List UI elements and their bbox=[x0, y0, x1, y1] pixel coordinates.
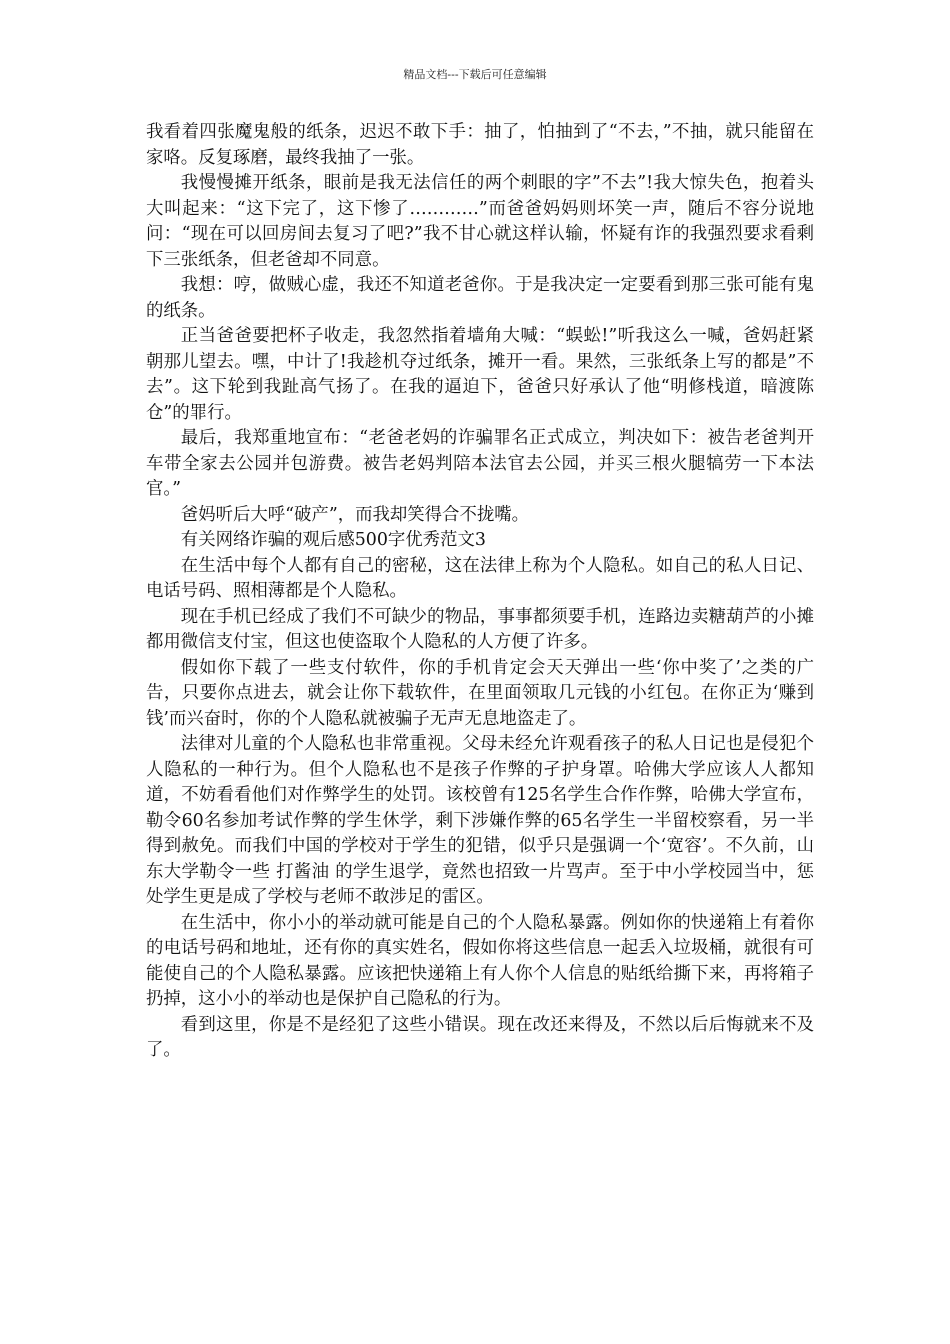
paragraph: 在生活中，你小小的举动就可能是自己的个人隐私暴露。例如你的快递箱上有着你的电话号码和地址，还有你的真实姓名，假如你将这些信息一起丢入垃圾桶，就很有可能使自己的个人隐私暴露。应该把快递箱上有人你个人信息的贴纸给撕下来，再将箱子扔掉，这小小的举动也是保护自己隐私的行为。 bbox=[146, 912, 814, 1009]
document-body bbox=[146, 120, 814, 1064]
paragraph: 在生活中每个人都有自己的密秘，这在法律上称为个人隐私。如自己的私人日记、电话号码、照相薄都是个人隐私。 bbox=[146, 555, 814, 601]
paragraph: 爸妈听后大呼“破产”，而我却笑得合不拢嘴。 bbox=[180, 504, 530, 525]
paragraph: 法律对儿童的个人隐私也非常重视。父母未经允许观看孩子的私人日记也是侵犯个人隐私的一种行为。但个人隐私也不是孩子作弊的孑护身罩。哈佛大学应该人人都知道，不妨看看他们对作弊学生的处罚。该校曾有125名学生合作作弊，哈佛大学宣布，勒令60名参加考试作弊的学生休学，剩下涉嫌作弊的65名学生一半留校察看，另一半得到赦免。而我们中国的学校对于学生的犯错，似乎只是强调一个‘宽容’。不久前，山东大学勒令一些 打酱油 的学生退学，竟然也招致一片骂声。至于中小学校园当中，惩处学生更是成了学校与老师不敢涉足的雷区。 bbox=[146, 734, 814, 907]
paragraph: 我看着四张魔鬼般的纸条，迟迟不敢下手：抽了，怕抽到了“不去，”不抽，就只能留在家咯。反复琢磨，最终我抽了一张。 bbox=[146, 122, 814, 168]
paragraph: 看到这里，你是不是经犯了这些小错误。现在改还来得及，不然以后后悔就来不及了。 bbox=[146, 1014, 814, 1060]
section-heading: 有关网络诈骗的观后感500字优秀范文3 bbox=[180, 530, 486, 550]
page-header: 精品文档---下载后可任意编辑 bbox=[403, 68, 547, 81]
paragraph: 假如你下载了一些支付软件，你的手机肯定会天天弹出一些‘你中奖了’之类的广告，只要你点进去，就会让你下载软件，在里面领取几元钱的小红包。在你正为‘赚到钱’而兴奋时，你的个人隐私就被骗子无声无息地盗走了。 bbox=[146, 657, 814, 729]
paragraph: 最后，我郑重地宣布：“老爸老妈的诈骗罪名正式成立，判决如下：被告老爸判开车带全家去公园并包游费。被告老妈判陪本法官去公园，并买三根火腿犒劳一下本法官。” bbox=[146, 428, 814, 499]
paragraph: 正当爸爸要把杯子收走，我忽然指着墙角大喊：“蜈蚣!”听我这么一喊，爸妈赶紧朝那儿望去。嘿，中计了!我趁机夺过纸条，摊开一看。果然，三张纸条上写的都是”不去”。这下轮到我趾高气扬了。在我的逼迫下，爸爸只好承认了他“明修栈道，暗渡陈仓”的罪行。 bbox=[146, 326, 814, 423]
paragraph: 我想：哼，做贼心虚，我还不知道老爸你。于是我决定一定要看到那三张可能有鬼的纸条。 bbox=[146, 275, 814, 321]
paragraph: 我慢慢摊开纸条，眼前是我无法信任的两个刺眼的字”不去”!我大惊失色，抱着头大叫起来：“这下完了，这下惨了…………”而爸爸妈妈则坏笑一声，随后不容分说地问：“现在可以回房间去复习了吧?”我不甘心就这样认输，怀疑有诈的我强烈要求看剩下三张纸条，但老爸却不同意。 bbox=[146, 173, 814, 270]
paragraph: 现在手机已经成了我们不可缺少的物品，事事都须要手机，连路边卖糖葫芦的小摊都用微信支付宝，但这也使盗取个人隐私的人方便了许多。 bbox=[146, 606, 814, 652]
